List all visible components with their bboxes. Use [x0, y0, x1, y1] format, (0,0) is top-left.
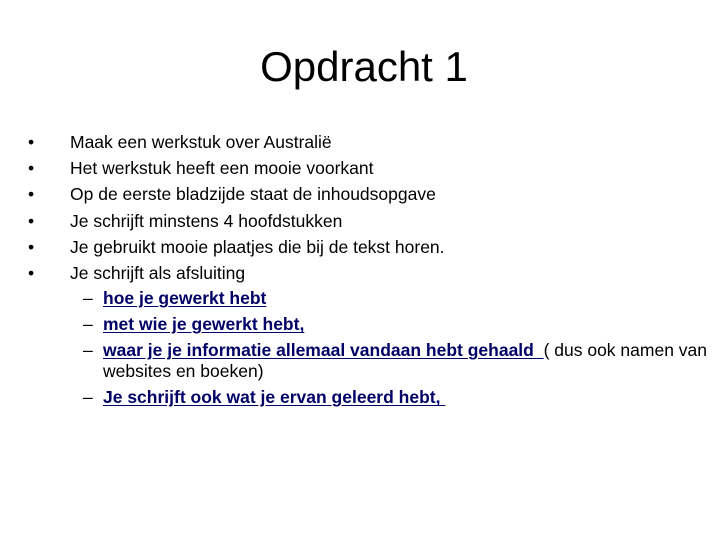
bullet-item: [0, 208, 728, 234]
bullet-item: [0, 181, 728, 207]
sub-item: [0, 340, 728, 382]
bullet-text: Je gebruikt mooie plaatjes die bij de tekst horen.: [70, 236, 445, 257]
bullet-marker: •: [28, 210, 35, 231]
bullet-marker: •: [28, 184, 35, 205]
dash-marker: –: [83, 387, 93, 408]
sub-item-link[interactable]: hoe je gewerkt hebt: [103, 288, 267, 309]
sub-item-link[interactable]: waar je je informatie allemaal vandaan hebt gehaald: [103, 340, 544, 361]
sub-item-text: ( dus ook namen van websites en boeken): [103, 340, 708, 382]
dash-marker: –: [83, 288, 93, 309]
bullet-list: [0, 129, 728, 413]
bullet-marker: •: [28, 158, 35, 179]
bullet-item: [0, 260, 728, 286]
bullet-item: [0, 129, 728, 155]
bullet-item: [0, 155, 728, 181]
bullet-text: Maak een werkstuk over Australië: [70, 132, 332, 152]
bullet-item: [0, 234, 728, 260]
slide-title: Opdracht 1: [260, 43, 468, 90]
bullet-text: Je schrijft minstens 4 hoofdstukken: [70, 210, 343, 231]
sub-item-link[interactable]: Je schrijft ook wat je ervan geleerd hebt,: [103, 387, 446, 408]
sub-list: [0, 288, 728, 408]
dash-marker: –: [83, 314, 93, 335]
bullet-text: Het werkstuk heeft een mooie voorkant: [70, 158, 374, 179]
bullet-marker: •: [28, 132, 35, 152]
bullet-text: Op de eerste bladzijde staat de inhoudsopgave: [70, 184, 436, 205]
sub-item: [0, 314, 728, 335]
sub-item-link[interactable]: met wie je gewerkt hebt,: [103, 314, 305, 335]
sub-item: [0, 387, 728, 408]
bullet-text: Je schrijft als afsluiting: [70, 263, 246, 284]
dash-marker: –: [83, 340, 93, 361]
bullet-marker: •: [28, 263, 35, 284]
sub-list-container: [0, 288, 728, 408]
bullet-marker: •: [28, 236, 35, 257]
sub-item: [0, 288, 728, 309]
